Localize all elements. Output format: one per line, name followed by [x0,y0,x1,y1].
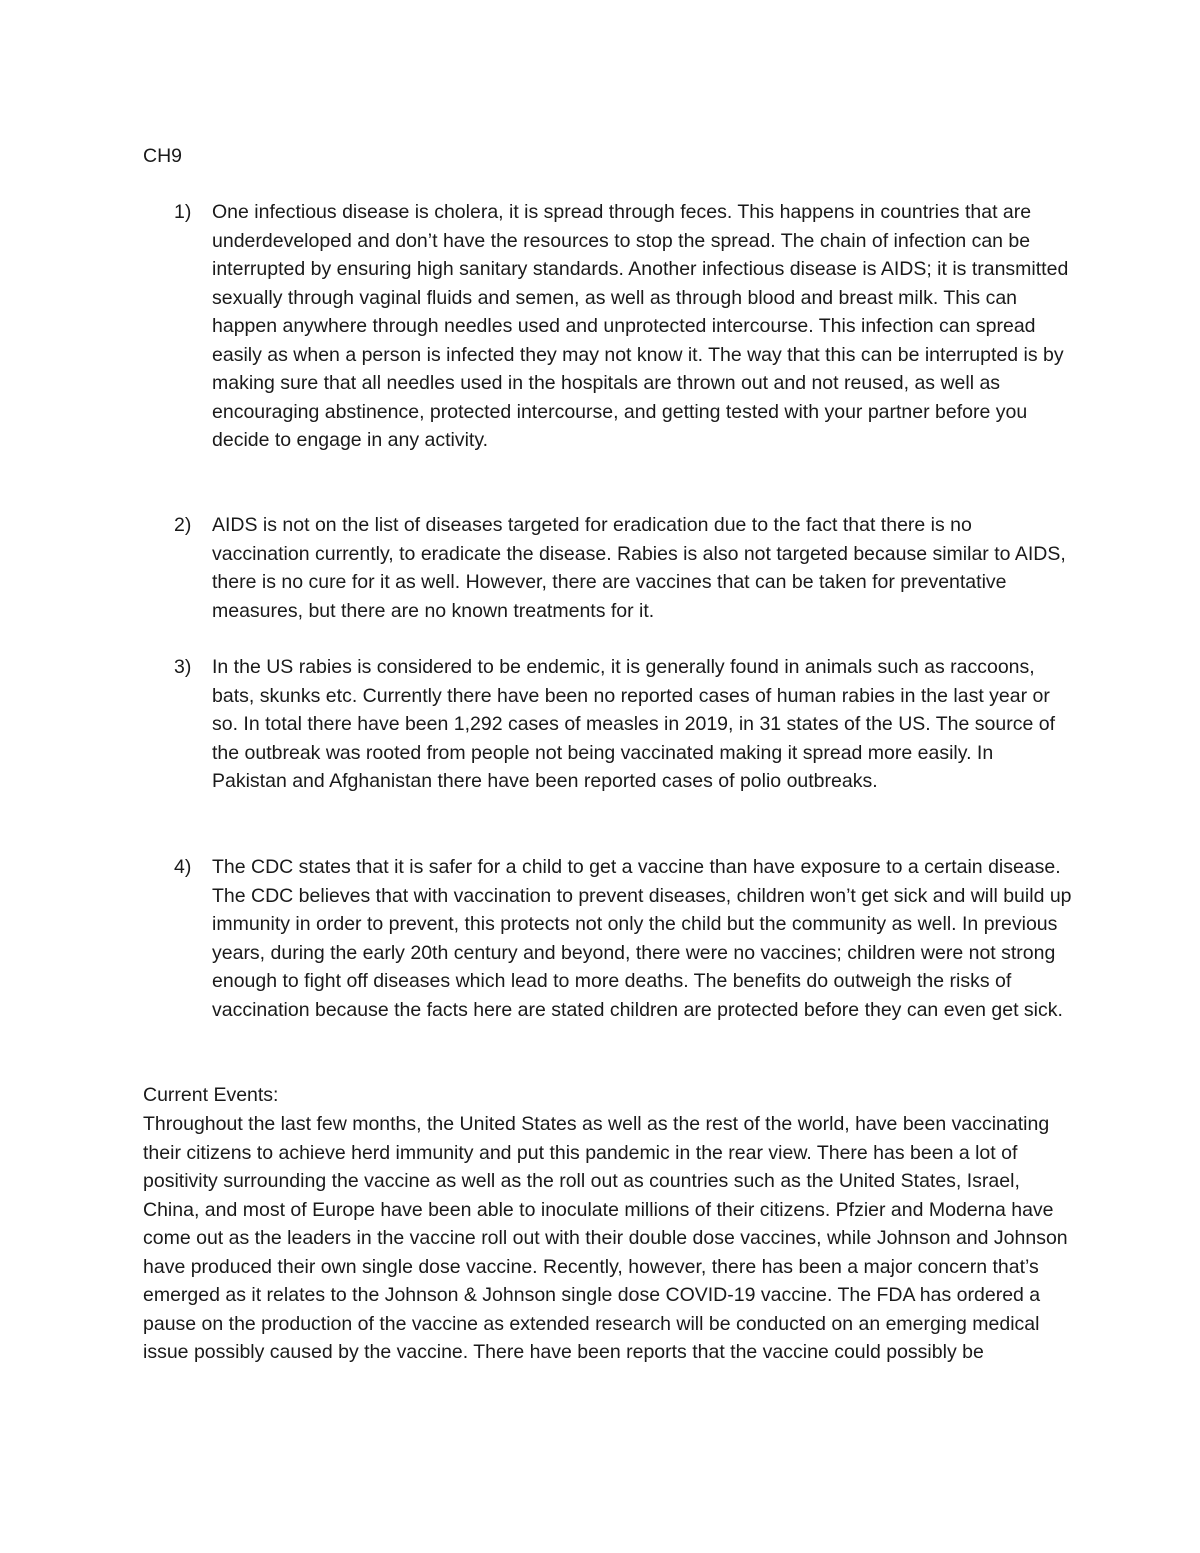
list-item-text: In the US rabies is considered to be endemic, it is generally found in animals such as raccoons, bats, skunks etc. Currently there have been no reported cases of human rabies in the last year or so. In total there have been 1,292 cases of measles in 2019, in 31 states of the US. The source of the outbreak was rooted from people not being vaccinated making it spread more easily. In Pakistan and Afghanistan there have been reported cases of polio outbreaks. [212,656,1055,792]
list-item-text: One infectious disease is cholera, it is spread through feces. This happens in countries that are underdeveloped and don’t have the resources to stop the spread. The chain of infection can be interrupted by ensuring high sanitary standards. Another infectious disease is AIDS; it is transmitted sexually through vaginal fluids and semen, as well as through blood and breast milk. This can happen anywhere through needles used and unprotected intercourse. This infection can spread easily as when a person is infected they may not know it. The way that this can be interrupted is by making sure that all needles used in the hospitals are thrown out and not reused, as well as encouraging abstinence, protected intercourse, and getting tested with your partner before you decide to engage in any activity. [212,201,1069,451]
document-heading: CH9 [143,145,183,167]
list-item-1 [174,198,1074,455]
list-item-number: 4) [174,856,192,878]
list-item-text: AIDS is not on the list of diseases targeted for eradication due to the fact that there is no vaccination currently, to eradicate the disease. Rabies is also not targeted because similar to AIDS, there is no cure for it as well. However, there are vaccines that can be taken for preventative measures, but there are no known treatments for it. [212,514,1066,622]
current-events-paragraph: Throughout the last few months, the United States as well as the rest of the world, have been vaccinating their citizens to achieve herd immunity and put this pandemic in the rear view. There has been a lot of positivity surrounding the vaccine as well as the roll out as countries such as the United States, Israel, China, and most of Europe have been able to inoculate millions of their citizens. Pfzier and Moderna have come out as the leaders in the vaccine roll out with their double dose vaccines, while Johnson and Johnson have produced their own single dose vaccine. Recently, however, there has been a major concern that’s emerged as it relates to the Johnson & Johnson single dose COVID-19 vaccine. The FDA has ordered a pause on the production of the vaccine as extended research will be conducted on an emerging medical issue possibly caused by the vaccine. There have been reports that the vaccine could possibly be [143,1113,1068,1363]
list-item-2 [174,511,1074,625]
list-item-3 [174,653,1074,796]
list-item-4 [174,853,1074,1024]
list-item-number: 1) [174,201,192,223]
current-events-label: Current Events: [143,1084,279,1106]
list-item-number: 2) [174,514,192,536]
list-item-text: The CDC states that it is safer for a child to get a vaccine than have exposure to a certain disease. The CDC believes that with vaccination to prevent diseases, children won’t get sick and will build up immunity in order to prevent, this protects not only the child but the community as well. In previous years, during the early 20th century and beyond, there were no vaccines; children were not strong enough to fight off diseases which lead to more deaths. The benefits do outweigh the risks of vaccination because the facts here are stated children are protected before they can even get sick. [212,856,1072,1021]
list-item-number: 3) [174,656,192,678]
